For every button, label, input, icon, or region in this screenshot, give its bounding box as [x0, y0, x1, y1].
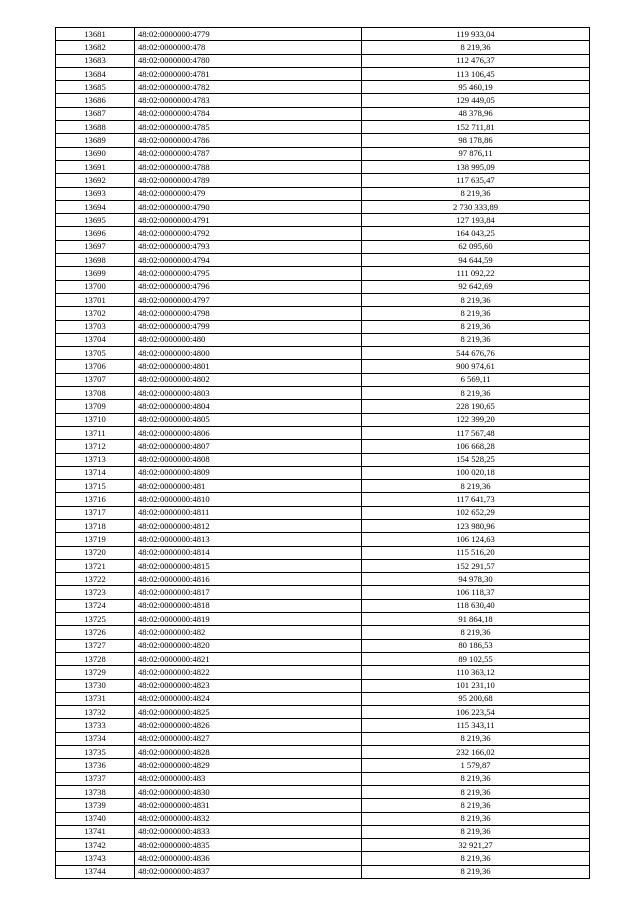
- cadastral-value-cell: 95 200,68: [362, 692, 590, 705]
- table-row: [56, 293, 590, 306]
- cadastral-value-cell: 100 020,18: [362, 466, 590, 479]
- cadastral-number-cell: 48:02:0000000:4782: [135, 81, 362, 94]
- row-number-cell: 13687: [56, 107, 135, 120]
- cadastral-value-cell: 8 219,36: [362, 732, 590, 745]
- cadastral-number-cell: 48:02:0000000:4795: [135, 267, 362, 280]
- cadastral-number-cell: 48:02:0000000:483: [135, 772, 362, 785]
- cadastral-number-cell: 48:02:0000000:480: [135, 333, 362, 346]
- cadastral-value-cell: 115 516,20: [362, 546, 590, 559]
- row-number-cell: 13706: [56, 360, 135, 373]
- table-row: [56, 812, 590, 825]
- cadastral-value-cell: 8 219,36: [362, 320, 590, 333]
- row-number-cell: 13737: [56, 772, 135, 785]
- table-row: [56, 759, 590, 772]
- cadastral-value-cell: 117 641,73: [362, 493, 590, 506]
- cadastral-number-cell: 48:02:0000000:4794: [135, 254, 362, 267]
- row-number-cell: 13709: [56, 400, 135, 413]
- row-number-cell: 13741: [56, 825, 135, 838]
- cadastral-value-cell: 8 219,36: [362, 799, 590, 812]
- table-row: [56, 865, 590, 878]
- cadastral-value-cell: 106 223,54: [362, 706, 590, 719]
- cadastral-number-cell: 48:02:0000000:481: [135, 480, 362, 493]
- row-number-cell: 13721: [56, 559, 135, 572]
- row-number-cell: 13724: [56, 599, 135, 612]
- cadastral-number-cell: 48:02:0000000:4816: [135, 573, 362, 586]
- row-number-cell: 13723: [56, 586, 135, 599]
- cadastral-value-cell: 118 630,40: [362, 599, 590, 612]
- table-row: [56, 387, 590, 400]
- row-number-cell: 13700: [56, 280, 135, 293]
- row-number-cell: 13738: [56, 785, 135, 798]
- table-row: [56, 187, 590, 200]
- cadastral-value-cell: 8 219,36: [362, 785, 590, 798]
- cadastral-number-cell: 48:02:0000000:4817: [135, 586, 362, 599]
- cadastral-value-cell: 122 399,20: [362, 413, 590, 426]
- cadastral-number-cell: 48:02:0000000:4813: [135, 533, 362, 546]
- cadastral-number-cell: 48:02:0000000:479: [135, 187, 362, 200]
- row-number-cell: 13725: [56, 613, 135, 626]
- cadastral-value-cell: 92 642,69: [362, 280, 590, 293]
- table-row: [56, 559, 590, 572]
- table-row: [56, 200, 590, 213]
- cadastral-number-cell: 48:02:0000000:4799: [135, 320, 362, 333]
- cadastral-value-cell: 138 995,09: [362, 160, 590, 173]
- table-row: [56, 466, 590, 479]
- table-row: [56, 599, 590, 612]
- cadastral-value-cell: 89 102,55: [362, 652, 590, 665]
- row-number-cell: 13727: [56, 639, 135, 652]
- row-number-cell: 13713: [56, 453, 135, 466]
- cadastral-number-cell: 48:02:0000000:4809: [135, 466, 362, 479]
- cadastral-value-cell: 101 231,10: [362, 679, 590, 692]
- cadastral-value-cell: 8 219,36: [362, 387, 590, 400]
- table-row: [56, 440, 590, 453]
- cadastral-value-cell: 127 193,84: [362, 214, 590, 227]
- cadastral-number-cell: 48:02:0000000:4788: [135, 160, 362, 173]
- table-row: [56, 413, 590, 426]
- table-row: [56, 307, 590, 320]
- cadastral-value-cell: 8 219,36: [362, 825, 590, 838]
- table-row: [56, 719, 590, 732]
- cadastral-value-cell: 119 933,04: [362, 28, 590, 41]
- cadastral-value-cell: 106 668,28: [362, 440, 590, 453]
- cadastral-number-cell: 48:02:0000000:478: [135, 41, 362, 54]
- table-row: [56, 280, 590, 293]
- cadastral-value-cell: 91 864,18: [362, 613, 590, 626]
- table-row: [56, 825, 590, 838]
- cadastral-value-cell: 164 043,25: [362, 227, 590, 240]
- cadastral-number-cell: 48:02:0000000:4793: [135, 240, 362, 253]
- table-row: [56, 785, 590, 798]
- cadastral-number-cell: 48:02:0000000:4798: [135, 307, 362, 320]
- cadastral-number-cell: 48:02:0000000:4835: [135, 839, 362, 852]
- table-row: [56, 134, 590, 147]
- cadastral-number-cell: 48:02:0000000:4796: [135, 280, 362, 293]
- table-row: [56, 214, 590, 227]
- row-number-cell: 13708: [56, 387, 135, 400]
- cadastral-value-cell: 111 092,22: [362, 267, 590, 280]
- row-number-cell: 13694: [56, 200, 135, 213]
- cadastral-value-cell: 228 190,65: [362, 400, 590, 413]
- cadastral-value-cell: 8 219,36: [362, 333, 590, 346]
- row-number-cell: 13702: [56, 307, 135, 320]
- cadastral-value-cell: 8 219,36: [362, 865, 590, 878]
- row-number-cell: 13733: [56, 719, 135, 732]
- row-number-cell: 13710: [56, 413, 135, 426]
- row-number-cell: 13742: [56, 839, 135, 852]
- cadastral-number-cell: 48:02:0000000:4833: [135, 825, 362, 838]
- table-row: [56, 839, 590, 852]
- cadastral-value-cell: 113 106,45: [362, 67, 590, 80]
- cadastral-number-cell: 48:02:0000000:4785: [135, 121, 362, 134]
- cadastral-value-cell: 102 652,29: [362, 506, 590, 519]
- cadastral-number-cell: 48:02:0000000:482: [135, 626, 362, 639]
- table-row: [56, 546, 590, 559]
- row-number-cell: 13736: [56, 759, 135, 772]
- row-number-cell: 13720: [56, 546, 135, 559]
- cadastral-value-cell: 62 095,60: [362, 240, 590, 253]
- row-number-cell: 13691: [56, 160, 135, 173]
- cadastral-value-cell: 110 363,12: [362, 666, 590, 679]
- row-number-cell: 13726: [56, 626, 135, 639]
- table-row: [56, 320, 590, 333]
- row-number-cell: 13744: [56, 865, 135, 878]
- cadastral-value-cell: 232 166,02: [362, 746, 590, 759]
- cadastral-number-cell: 48:02:0000000:4815: [135, 559, 362, 572]
- table-row: [56, 160, 590, 173]
- cadastral-number-cell: 48:02:0000000:4824: [135, 692, 362, 705]
- cadastral-value-cell: 94 644,59: [362, 254, 590, 267]
- cadastral-number-cell: 48:02:0000000:4820: [135, 639, 362, 652]
- row-number-cell: 13697: [56, 240, 135, 253]
- cadastral-value-cell: 8 219,36: [362, 41, 590, 54]
- table-row: [56, 573, 590, 586]
- table-row: [56, 360, 590, 373]
- cadastral-value-cell: 129 449,05: [362, 94, 590, 107]
- cadastral-number-cell: 48:02:0000000:4827: [135, 732, 362, 745]
- cadastral-number-cell: 48:02:0000000:4830: [135, 785, 362, 798]
- cadastral-number-cell: 48:02:0000000:4792: [135, 227, 362, 240]
- table-row: [56, 746, 590, 759]
- cadastral-number-cell: 48:02:0000000:4825: [135, 706, 362, 719]
- row-number-cell: 13703: [56, 320, 135, 333]
- row-number-cell: 13712: [56, 440, 135, 453]
- table-row: [56, 533, 590, 546]
- cadastral-value-cell: 8 219,36: [362, 812, 590, 825]
- table-row: [56, 373, 590, 386]
- cadastral-value-cell: 8 219,36: [362, 772, 590, 785]
- cadastral-value-cell: 6 569,11: [362, 373, 590, 386]
- cadastral-number-cell: 48:02:0000000:4822: [135, 666, 362, 679]
- row-number-cell: 13692: [56, 174, 135, 187]
- cadastral-value-cell: 94 978,30: [362, 573, 590, 586]
- table-row: [56, 267, 590, 280]
- row-number-cell: 13684: [56, 67, 135, 80]
- row-number-cell: 13699: [56, 267, 135, 280]
- cadastral-number-cell: 48:02:0000000:4801: [135, 360, 362, 373]
- cadastral-number-cell: 48:02:0000000:4781: [135, 67, 362, 80]
- cadastral-value-cell: 8 219,36: [362, 852, 590, 865]
- table-row: [56, 426, 590, 439]
- cadastral-value-cell: 1 579,87: [362, 759, 590, 772]
- cadastral-value-cell: 8 219,36: [362, 293, 590, 306]
- cadastral-number-cell: 48:02:0000000:4831: [135, 799, 362, 812]
- row-number-cell: 13729: [56, 666, 135, 679]
- row-number-cell: 13704: [56, 333, 135, 346]
- cadastral-value-cell: 95 460,19: [362, 81, 590, 94]
- table-row: [56, 254, 590, 267]
- cadastral-number-cell: 48:02:0000000:4808: [135, 453, 362, 466]
- table-row: [56, 706, 590, 719]
- cadastral-number-cell: 48:02:0000000:4821: [135, 652, 362, 665]
- table-row: [56, 107, 590, 120]
- row-number-cell: 13735: [56, 746, 135, 759]
- table-row: [56, 28, 590, 41]
- table-row: [56, 626, 590, 639]
- table-row: [56, 54, 590, 67]
- row-number-cell: 13719: [56, 533, 135, 546]
- row-number-cell: 13739: [56, 799, 135, 812]
- table-row: [56, 852, 590, 865]
- cadastral-number-cell: 48:02:0000000:4826: [135, 719, 362, 732]
- table-row: [56, 519, 590, 532]
- cadastral-value-cell: 106 124,63: [362, 533, 590, 546]
- table-row: [56, 692, 590, 705]
- cadastral-number-cell: 48:02:0000000:4800: [135, 347, 362, 360]
- table-row: [56, 772, 590, 785]
- table-row: [56, 732, 590, 745]
- table-row: [56, 67, 590, 80]
- cadastral-value-cell: 98 178,86: [362, 134, 590, 147]
- cadastral-value-cell: 152 711,81: [362, 121, 590, 134]
- row-number-cell: 13689: [56, 134, 135, 147]
- cadastral-value-cell: 123 980,96: [362, 519, 590, 532]
- row-number-cell: 13722: [56, 573, 135, 586]
- table-row: [56, 347, 590, 360]
- row-number-cell: 13707: [56, 373, 135, 386]
- table-row: [56, 652, 590, 665]
- row-number-cell: 13714: [56, 466, 135, 479]
- table-row: [56, 94, 590, 107]
- cadastral-value-cell: 2 730 333,89: [362, 200, 590, 213]
- table-row: [56, 480, 590, 493]
- cadastral-number-cell: 48:02:0000000:4786: [135, 134, 362, 147]
- table-row: [56, 453, 590, 466]
- cadastral-number-cell: 48:02:0000000:4814: [135, 546, 362, 559]
- row-number-cell: 13732: [56, 706, 135, 719]
- row-number-cell: 13728: [56, 652, 135, 665]
- table-row: [56, 613, 590, 626]
- cadastral-number-cell: 48:02:0000000:4823: [135, 679, 362, 692]
- table-row: [56, 493, 590, 506]
- cadastral-number-cell: 48:02:0000000:4784: [135, 107, 362, 120]
- row-number-cell: 13701: [56, 293, 135, 306]
- table-row: [56, 41, 590, 54]
- table-row: [56, 639, 590, 652]
- cadastral-number-cell: 48:02:0000000:4804: [135, 400, 362, 413]
- cadastral-number-cell: 48:02:0000000:4806: [135, 426, 362, 439]
- cadastral-number-cell: 48:02:0000000:4819: [135, 613, 362, 626]
- row-number-cell: 13730: [56, 679, 135, 692]
- cadastral-number-cell: 48:02:0000000:4807: [135, 440, 362, 453]
- cadastral-value-cell: 48 378,96: [362, 107, 590, 120]
- cadastral-value-cell: 900 974,61: [362, 360, 590, 373]
- cadastral-value-cell: 117 567,48: [362, 426, 590, 439]
- cadastral-value-cell: 80 186,53: [362, 639, 590, 652]
- row-number-cell: 13681: [56, 28, 135, 41]
- row-number-cell: 13743: [56, 852, 135, 865]
- cadastral-value-cell: 152 291,57: [362, 559, 590, 572]
- row-number-cell: 13715: [56, 480, 135, 493]
- cadastral-number-cell: 48:02:0000000:4791: [135, 214, 362, 227]
- row-number-cell: 13682: [56, 41, 135, 54]
- cadastral-value-cell: 112 476,37: [362, 54, 590, 67]
- table-row: [56, 240, 590, 253]
- cadastral-number-cell: 48:02:0000000:4836: [135, 852, 362, 865]
- row-number-cell: 13685: [56, 81, 135, 94]
- cadastral-number-cell: 48:02:0000000:4829: [135, 759, 362, 772]
- row-number-cell: 13711: [56, 426, 135, 439]
- cadastral-value-cell: 154 528,25: [362, 453, 590, 466]
- cadastral-value-table: [55, 27, 590, 879]
- cadastral-value-cell: 115 343,11: [362, 719, 590, 732]
- cadastral-number-cell: 48:02:0000000:4787: [135, 147, 362, 160]
- row-number-cell: 13690: [56, 147, 135, 160]
- row-number-cell: 13696: [56, 227, 135, 240]
- cadastral-value-cell: 97 876,11: [362, 147, 590, 160]
- cadastral-number-cell: 48:02:0000000:4789: [135, 174, 362, 187]
- row-number-cell: 13717: [56, 506, 135, 519]
- table-row: [56, 81, 590, 94]
- cadastral-value-cell: 8 219,36: [362, 626, 590, 639]
- cadastral-value-cell: 117 635,47: [362, 174, 590, 187]
- row-number-cell: 13731: [56, 692, 135, 705]
- table-row: [56, 147, 590, 160]
- cadastral-number-cell: 48:02:0000000:4779: [135, 28, 362, 41]
- cadastral-number-cell: 48:02:0000000:4818: [135, 599, 362, 612]
- table-row: [56, 679, 590, 692]
- table-row: [56, 174, 590, 187]
- row-number-cell: 13688: [56, 121, 135, 134]
- row-number-cell: 13705: [56, 347, 135, 360]
- cadastral-value-cell: 8 219,36: [362, 187, 590, 200]
- cadastral-number-cell: 48:02:0000000:4805: [135, 413, 362, 426]
- cadastral-value-cell: 544 676,76: [362, 347, 590, 360]
- cadastral-number-cell: 48:02:0000000:4802: [135, 373, 362, 386]
- row-number-cell: 13716: [56, 493, 135, 506]
- table-row: [56, 333, 590, 346]
- cadastral-value-cell: 8 219,36: [362, 480, 590, 493]
- cadastral-number-cell: 48:02:0000000:4811: [135, 506, 362, 519]
- row-number-cell: 13695: [56, 214, 135, 227]
- row-number-cell: 13734: [56, 732, 135, 745]
- cadastral-number-cell: 48:02:0000000:4810: [135, 493, 362, 506]
- cadastral-number-cell: 48:02:0000000:4783: [135, 94, 362, 107]
- cadastral-value-cell: 106 118,37: [362, 586, 590, 599]
- row-number-cell: 13693: [56, 187, 135, 200]
- table-row: [56, 666, 590, 679]
- cadastral-number-cell: 48:02:0000000:4780: [135, 54, 362, 67]
- cadastral-number-cell: 48:02:0000000:4832: [135, 812, 362, 825]
- row-number-cell: 13686: [56, 94, 135, 107]
- table-row: [56, 506, 590, 519]
- cadastral-value-cell: 8 219,36: [362, 307, 590, 320]
- table-row: [56, 586, 590, 599]
- table-row: [56, 400, 590, 413]
- cadastral-number-cell: 48:02:0000000:4812: [135, 519, 362, 532]
- cadastral-number-cell: 48:02:0000000:4828: [135, 746, 362, 759]
- table-row: [56, 227, 590, 240]
- cadastral-value-cell: 32 921,27: [362, 839, 590, 852]
- row-number-cell: 13740: [56, 812, 135, 825]
- cadastral-number-cell: 48:02:0000000:4790: [135, 200, 362, 213]
- table-body: [56, 28, 590, 879]
- row-number-cell: 13718: [56, 519, 135, 532]
- table-row: [56, 799, 590, 812]
- table-row: [56, 121, 590, 134]
- cadastral-number-cell: 48:02:0000000:4797: [135, 293, 362, 306]
- cadastral-number-cell: 48:02:0000000:4803: [135, 387, 362, 400]
- row-number-cell: 13698: [56, 254, 135, 267]
- row-number-cell: 13683: [56, 54, 135, 67]
- cadastral-number-cell: 48:02:0000000:4837: [135, 865, 362, 878]
